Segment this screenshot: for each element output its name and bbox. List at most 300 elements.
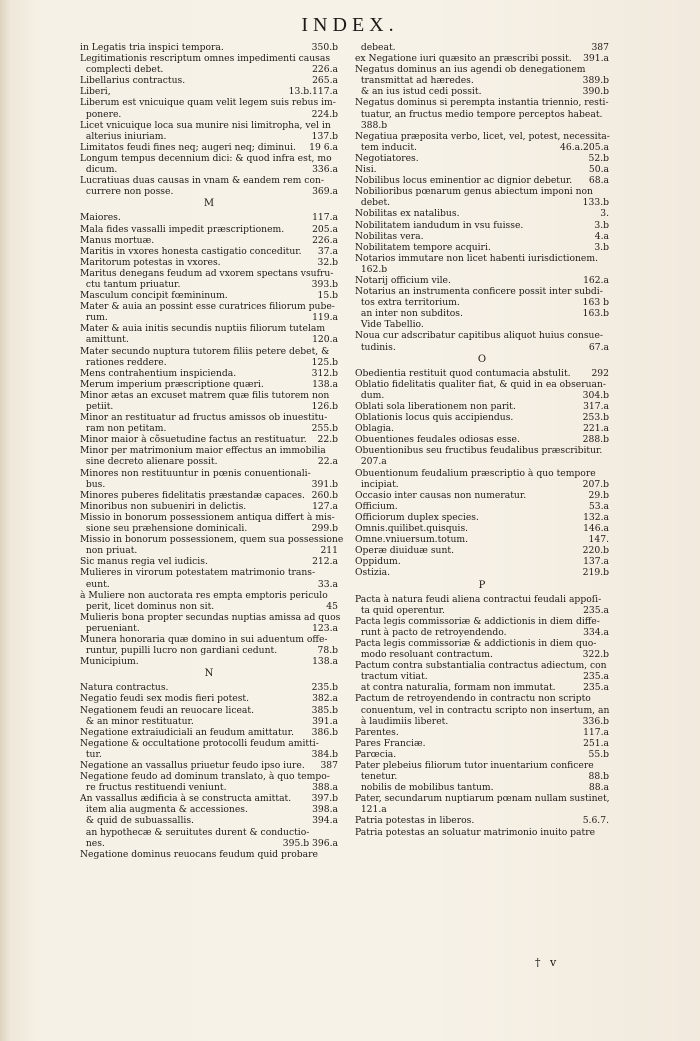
index-column-right <box>355 42 609 838</box>
page-reference: 33.a <box>317 578 338 590</box>
index-entry <box>80 760 338 771</box>
entry-text: Nobilioribus pœnarum genus abiectum imponi non <box>355 186 593 198</box>
entry-text: Missio in bonorum possessionem antiqua differt à mis- <box>80 511 335 523</box>
entry-text: Noua cur adscribatur capitibus aliquot huius consue- <box>355 330 603 342</box>
entry-text: currere non posse. <box>80 186 174 198</box>
index-entry <box>80 579 338 590</box>
page-reference: 13.b.117.a <box>288 86 338 98</box>
page-reference: 137.a <box>583 556 609 568</box>
index-entry <box>80 224 338 235</box>
index-entry <box>80 445 338 456</box>
page-reference: 253.b <box>582 412 609 424</box>
index-entry <box>80 601 338 612</box>
page-reference: 235.b <box>311 682 338 694</box>
index-entry <box>80 771 338 782</box>
index-entry <box>355 682 609 693</box>
page-reference: 387 <box>320 760 338 771</box>
section-letter-heading: O <box>477 353 487 365</box>
entry-text: Pacta legis commissoriæ & addictionis in diem quo- <box>355 637 597 649</box>
index-entry <box>80 545 338 556</box>
entry-text: eunt. <box>80 578 110 590</box>
page-reference: 68.a <box>588 175 609 187</box>
entry-text: Maritorum potestas in vxores. <box>80 256 221 268</box>
page-reference: 219.b <box>582 567 609 579</box>
entry-text: Negatione an vassallus priuetur feudo ipso iure. <box>80 760 305 771</box>
page-reference: 322.b <box>582 649 609 661</box>
index-entry <box>355 545 609 556</box>
index-entry <box>355 401 609 412</box>
index-entry <box>80 75 338 86</box>
index-entry <box>355 567 609 578</box>
index-entry <box>80 727 338 738</box>
entry-text: sione seu præhensione dominicali. <box>80 523 248 535</box>
page-reference: 52.b <box>588 152 609 164</box>
entry-text: perueniant. <box>80 622 140 634</box>
page-reference: 386.b <box>311 726 338 738</box>
index-entry <box>355 605 609 616</box>
entry-text: rum. <box>80 312 108 324</box>
index-entry <box>80 257 338 268</box>
index-entry <box>80 64 338 75</box>
entry-text: Notarios immutare non licet habenti iurisdictionem. <box>355 252 598 264</box>
entry-text: Negatio feudi sex modis fieri potest. <box>80 693 250 705</box>
entry-text: Legitimationis rescriptum omnes impedimenti causas <box>80 53 331 65</box>
index-entry <box>355 716 609 727</box>
index-entry <box>80 656 338 667</box>
index-entry <box>355 760 609 771</box>
entry-text: Mulieris bona propter secundas nuptias amissa ad quos <box>80 611 341 623</box>
entry-text: bus. <box>80 478 106 490</box>
entry-text: Pacta legis commissoriæ & addictionis in diem diffe- <box>355 615 600 627</box>
index-entry <box>355 815 609 826</box>
index-entry <box>80 164 338 175</box>
entry-text: Minor per matrimonium maior effectus an immobilia <box>80 445 326 457</box>
entry-text: Officium. <box>355 500 398 512</box>
index-entry <box>80 567 338 578</box>
entry-text: Munera honoraria quæ domino in sui aduentum offe- <box>80 633 328 645</box>
index-entry <box>80 109 338 120</box>
index-entry <box>355 638 609 649</box>
index-entry <box>355 693 609 704</box>
index-entry <box>80 120 338 131</box>
entry-text: transmittat ad hæredes. <box>355 75 474 87</box>
index-entry <box>80 501 338 512</box>
page-reference: 22.a <box>317 456 338 468</box>
index-entry <box>355 534 609 545</box>
entry-text: Libellarius contractus. <box>80 75 186 87</box>
page-reference: 22.b <box>317 434 338 446</box>
entry-text: 388.b <box>355 119 388 131</box>
entry-text: Negotiatores. <box>355 152 419 164</box>
index-entry <box>355 445 609 456</box>
index-entry <box>355 231 609 242</box>
entry-text: Pares Franciæ. <box>355 737 426 749</box>
entry-text: Obuentionum feudalium præscriptio à quo tempore <box>355 467 596 479</box>
index-entry <box>80 590 338 601</box>
entry-text: Nisi. <box>355 164 377 176</box>
index-entry <box>80 235 338 246</box>
entry-text: tem inducit. <box>355 141 417 153</box>
index-entry <box>355 275 609 286</box>
index-entry <box>80 131 338 142</box>
index-entry <box>80 749 338 760</box>
index-entry <box>355 264 609 275</box>
page-reference: 397.b <box>311 793 338 805</box>
page-reference: 133.b <box>582 197 609 209</box>
entry-text: Negatione & occultatione protocolli feudum amitti- <box>80 737 319 749</box>
index-entry <box>355 242 609 253</box>
index-entry <box>355 456 609 467</box>
entry-text: Mulieres in virorum potestatem matrimonio trans- <box>80 567 316 579</box>
page-reference: 226.a <box>312 64 338 76</box>
index-entry <box>355 523 609 534</box>
entry-text: Manus mortuæ. <box>80 234 155 246</box>
index-entry <box>80 645 338 656</box>
index-entry <box>80 312 338 323</box>
page-reference: 3.b <box>594 241 609 253</box>
entry-text: Municipium. <box>80 656 139 668</box>
entry-text: runt à pacto de retroуendendo. <box>355 626 507 638</box>
index-entry <box>80 705 338 716</box>
index-entry <box>355 771 609 782</box>
entry-text: Officiorum duplex species. <box>355 511 479 523</box>
entry-text: Maiores. <box>80 212 121 224</box>
entry-text: tenetur. <box>355 771 398 783</box>
entry-text: Notarij officium vile. <box>355 274 451 286</box>
entry-text: Oblati sola liberationem non parit. <box>355 401 516 412</box>
index-entry <box>355 75 609 86</box>
entry-text: tudinis. <box>355 341 396 353</box>
page-reference: 221.a <box>583 423 609 435</box>
index-entry <box>355 109 609 120</box>
page-reference: 117.a <box>583 726 609 738</box>
entry-text: à Muliere non auctorata res empta emptoris periculo <box>80 589 328 601</box>
entry-text: complecti debet. <box>80 64 164 76</box>
page-reference: 220.b <box>582 545 609 557</box>
index-entry <box>80 97 338 108</box>
entry-text: re fructus restituendi veniunt. <box>80 782 227 794</box>
entry-text: Mater & auia initis secundis nuptiis filiorum tutelam <box>80 323 326 335</box>
page-reference: 235.a <box>583 682 609 694</box>
index-entry <box>80 534 344 546</box>
index-entry <box>355 297 609 308</box>
page-reference: 15.b <box>317 290 338 302</box>
entry-text: Omnis.quilibet.quisquis. <box>355 523 469 535</box>
entry-text: conuentum, vel in contractu scripto non insertum, an <box>355 704 610 716</box>
index-entry <box>80 815 338 826</box>
entry-text: nes. <box>80 837 105 849</box>
entry-text: & quid de subuassallis. <box>80 815 194 827</box>
page-reference: 384.b <box>311 748 338 760</box>
index-entry <box>355 120 609 131</box>
page-reference: 138.a <box>312 656 338 668</box>
index-entry <box>355 660 609 671</box>
page-reference: 265.a <box>312 75 338 87</box>
entry-text: incipiat. <box>355 478 399 490</box>
entry-text: Omne.vniuersum.totum. <box>355 534 469 546</box>
entry-text: Maritis in vxores honesta castigatio conceditur. <box>80 245 302 257</box>
page-reference: 260.b <box>311 489 338 501</box>
index-entry <box>355 649 609 660</box>
entry-text: nobilis de mobilibus tantum. <box>355 782 494 794</box>
page-reference: 117.a <box>312 212 338 224</box>
entry-text: modo resoluant contractum. <box>355 649 493 661</box>
entry-text: at contra naturalia, formam non immutat. <box>355 682 556 694</box>
page-reference: 127.a <box>312 500 338 512</box>
entry-text: Liberi, <box>80 86 111 98</box>
entry-text: Notarius an instrumenta conficere possit inter subdi- <box>355 286 603 298</box>
entry-text: Pater plebeius filiorum tutor inuentarium conficere <box>355 760 594 771</box>
index-entry <box>355 627 609 638</box>
entry-text: ram non petitam. <box>80 423 167 435</box>
index-entry <box>355 64 609 75</box>
index-entry <box>80 323 338 334</box>
index-entry <box>80 290 338 301</box>
page-reference: 299.b <box>311 523 338 535</box>
entry-text: perit, licet dominus non sit. <box>80 600 215 612</box>
index-column-left <box>80 42 344 860</box>
entry-text: à laudimiis liberet. <box>355 715 449 727</box>
entry-text: Patria potestas in liberos. <box>355 815 475 827</box>
index-entry <box>80 490 338 501</box>
entry-text: Obuentionibus seu fructibus feudalibus præscribitur. <box>355 445 603 457</box>
index-entry <box>355 479 609 490</box>
entry-text: ponere. <box>80 108 122 120</box>
entry-text: Vide Tabellio. <box>355 319 424 331</box>
index-entry <box>355 804 609 815</box>
index-entry <box>80 86 338 97</box>
entry-text: item alia augmenta & accessiones. <box>80 804 248 816</box>
entry-text: Oblagia. <box>355 423 395 435</box>
index-entry <box>80 693 338 704</box>
entry-text: Minor maior à cõsuetudine factus an restituatur. <box>80 434 307 446</box>
index-entry <box>80 412 338 423</box>
entry-text: Negatus dominus si perempta instantia triennio, resti- <box>355 97 609 109</box>
index-entry <box>80 556 338 567</box>
page-reference: 387 <box>591 42 609 53</box>
page-reference: 391.b <box>311 478 338 490</box>
page-reference: 3.b <box>594 219 609 231</box>
index-entry <box>355 308 609 319</box>
index-entry <box>80 479 338 490</box>
index-entry <box>355 86 609 97</box>
index-entry <box>355 253 609 264</box>
page-reference: 207.b <box>582 478 609 490</box>
entry-text: & an ius istud cedi possit. <box>355 86 482 98</box>
index-entry <box>355 468 609 479</box>
entry-text: 207.a <box>355 456 387 468</box>
index-entry <box>80 738 338 749</box>
index-entry <box>355 286 609 297</box>
page-reference: 394.a <box>312 815 338 827</box>
index-entry <box>355 727 609 738</box>
entry-text: Merum imperium præscriptione quæri. <box>80 378 264 390</box>
entry-text: tractum vitiat. <box>355 671 428 683</box>
page-header: INDEX. <box>301 14 399 36</box>
entry-text: Lucratiuas duas causas in vnam & eandem rem con- <box>80 175 325 187</box>
index-entry <box>80 456 338 467</box>
entry-text: Operæ diuiduæ sunt. <box>355 545 454 557</box>
entry-text: in Legatis tria inspici tempora. <box>80 42 224 53</box>
page-reference: 126.b <box>311 401 338 412</box>
entry-text: Oblatio fidelitatis qualiter fiat, & quid in ea obseruan- <box>355 378 607 390</box>
page-reference: 45 <box>326 600 338 612</box>
index-entry <box>355 782 609 793</box>
entry-text: 121.a <box>355 804 387 816</box>
index-entry <box>80 682 338 693</box>
page-reference: 19 6.a <box>309 141 338 153</box>
entry-text: Pactum de retroуendendo in contractu non scripto <box>355 693 591 705</box>
index-entry <box>80 268 338 279</box>
entry-text: Masculum concipit fœmininum. <box>80 290 228 302</box>
page-reference: 53.a <box>588 500 609 512</box>
entry-text: Limitatos feudi fines neq; augeri neq; diminui. <box>80 141 296 153</box>
index-entry <box>355 53 609 64</box>
page-reference: 55.b <box>588 748 609 760</box>
page-reference: 390.b <box>582 86 609 98</box>
page-binding-edge <box>0 0 12 1041</box>
entry-text: Negatus dominus an ius agendi ob denegationem <box>355 64 586 76</box>
entry-text: Mala fides vassalli impedit præscriptionem. <box>80 223 285 235</box>
page-reference: 350.b <box>311 42 338 53</box>
entry-text: Pater, secundarum nuptiarum pœnam nullam sustinet, <box>355 793 610 805</box>
index-entry <box>80 782 338 793</box>
entry-text: Pacta à natura feudi aliena contractui feudali appoſi- <box>355 593 602 605</box>
index-entry <box>80 175 338 186</box>
entry-text: rationes reddere. <box>80 356 167 368</box>
index-entry <box>80 716 338 727</box>
index-entry <box>80 357 338 368</box>
index-entry <box>355 434 609 445</box>
page-reference: 5.6.7. <box>582 815 609 827</box>
index-entry <box>80 849 338 860</box>
index-entry <box>355 379 609 390</box>
entry-text: dicum. <box>80 164 118 176</box>
index-entry <box>355 501 609 512</box>
index-entry <box>355 131 609 142</box>
entry-text: Nobilibus locus eminentior ac dignior debetur. <box>355 175 573 187</box>
page-reference: 123.a <box>312 622 338 634</box>
page-reference: 288.b <box>582 434 609 446</box>
index-entry <box>355 153 609 164</box>
index-entry <box>80 53 338 64</box>
page-reference: 224.b <box>311 108 338 120</box>
index-entry <box>80 212 338 223</box>
entry-text: Sic manus regia vel iudicis. <box>80 556 208 568</box>
index-entry <box>355 512 609 523</box>
entry-text: ctu tantum priuatur. <box>80 278 181 290</box>
entry-text: Minores non restituuntur in pœnis conuentionali- <box>80 467 311 479</box>
index-entry <box>80 838 338 849</box>
index-entry <box>355 42 609 53</box>
index-entry <box>355 208 609 219</box>
page-reference: 369.a <box>312 186 338 198</box>
index-entry <box>80 279 338 290</box>
index-entry <box>355 220 609 231</box>
signature-mark: † v <box>535 956 560 969</box>
page-reference: 132.a <box>583 511 609 523</box>
page-reference: 88.b <box>588 771 609 783</box>
entry-text: non priuat. <box>80 545 138 557</box>
page-reference: 388.a <box>312 782 338 794</box>
page-reference: 255.b <box>311 423 338 435</box>
entry-text: Negatiua præposita verbo, licet, vel, potest, necessita- <box>355 130 610 142</box>
index-entry <box>355 390 609 401</box>
index-entry <box>355 186 609 197</box>
index-entry <box>355 738 609 749</box>
page-reference: 147. <box>588 534 609 546</box>
index-entry <box>80 42 338 53</box>
page-reference: 385.b <box>311 704 338 716</box>
entry-text: Minor an restituatur ad fructus amissos ob inuestitu- <box>80 412 328 424</box>
entry-text: Mater secundo nuptura tutorem filiis petere debet, & <box>80 345 330 357</box>
page-reference: 78.b <box>317 645 338 657</box>
index-entry <box>355 330 609 341</box>
index-entry <box>80 334 338 345</box>
entry-text: Negationem feudi an reuocare liceat. <box>80 704 254 716</box>
entry-text: Mens contrahentium inspicienda. <box>80 367 237 379</box>
index-entry <box>355 827 609 838</box>
index-entry <box>80 434 338 445</box>
entry-text: 162.b <box>355 263 388 275</box>
entry-text: Nobilitas vera. <box>355 230 424 242</box>
index-entry <box>355 423 609 434</box>
page-reference: 29.b <box>588 489 609 501</box>
entry-text: an hypothecæ & seruitutes durent & conductio- <box>80 826 310 838</box>
entry-text: debet. <box>355 197 391 209</box>
page-reference: 391.a <box>583 53 609 65</box>
entry-text: Longum tempus decennium dici: & quod infra est, mo <box>80 152 332 164</box>
index-entry <box>80 246 338 257</box>
entry-text: Liberum est vnicuique quam velit legem suis rebus im- <box>80 97 336 109</box>
section-letter-heading: P <box>478 579 486 591</box>
page-reference: 88.a <box>588 782 609 794</box>
index-entry <box>80 623 338 634</box>
page-reference: 4.a <box>594 230 609 242</box>
entry-text: an inter non subditos. <box>355 308 463 320</box>
page-reference: 50.a <box>588 164 609 176</box>
index-entry <box>355 342 609 353</box>
index-entry <box>355 368 609 379</box>
page-reference: 304.b <box>582 389 609 401</box>
index-entry <box>80 368 338 379</box>
entry-text: Minor ætas an excuset matrem quæ filis tutorem non <box>80 389 330 401</box>
entry-text: runtur, pupilli lucro non gardiani cedunt. <box>80 645 278 657</box>
index-entry <box>355 616 609 627</box>
index-entry <box>80 301 338 312</box>
entry-text: Oblationis locus quis accipiendus. <box>355 412 514 424</box>
entry-text: Negatione extraiudiciali an feudum amittatur. <box>80 726 294 738</box>
page-reference: 251.a <box>583 737 609 749</box>
entry-text: Minoribus non subueniri in delictis. <box>80 500 247 512</box>
page-reference: 120.a <box>312 334 338 346</box>
index-entry <box>355 197 609 208</box>
entry-text: Pactum contra substantialia contractus adiectum, con <box>355 660 607 672</box>
page-reference: 235.a <box>583 604 609 616</box>
page-reference: 162.a <box>583 274 609 286</box>
index-entry <box>355 412 609 423</box>
entry-text: Licet vnicuique loca sua munire nisi limitropha, vel in <box>80 119 331 131</box>
entry-text: Occasio inter causas non numeratur. <box>355 489 527 501</box>
entry-text: Patria potestas an soluatur matrimonio inuito patre <box>355 826 596 838</box>
entry-text: An vassallus ædificia à se constructa amittat. <box>80 793 292 805</box>
index-entry <box>355 490 609 501</box>
entry-text: Negatione dominus reuocans feudum quid probare <box>80 848 318 860</box>
entry-text: Nobilitatem iandudum in vsu fuisse. <box>355 219 524 231</box>
entry-text: ex Negatione iuri quæsito an præscribi possit. <box>355 53 572 65</box>
entry-text: & an minor restituatur. <box>80 715 194 727</box>
entry-text: Maritus denegans feudum ad vxorem spectans vsufru- <box>80 267 334 279</box>
